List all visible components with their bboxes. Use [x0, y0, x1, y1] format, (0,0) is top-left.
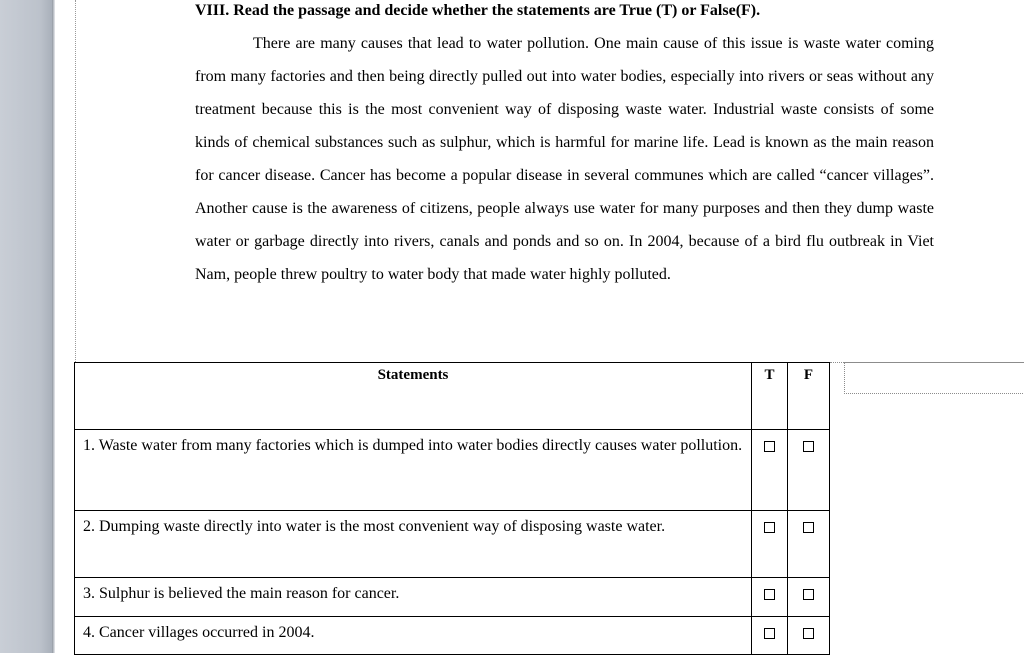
statement-text: 1. Waste water from many factories which is dumped into water bodies directly causes water pollution.	[75, 430, 752, 511]
true-cell	[752, 430, 788, 511]
statement-text: 2. Dumping waste directly into water is the most convenient way of disposing waste water.	[75, 511, 752, 578]
gutter-shadow	[52, 0, 55, 653]
reading-passage	[195, 27, 934, 291]
true-cell	[752, 617, 788, 655]
false-checkbox[interactable]	[803, 522, 814, 533]
page-text-boundary	[75, 0, 76, 362]
left-margin-gutter	[0, 0, 52, 653]
statements-header: Statements	[75, 363, 752, 430]
text-frame	[844, 362, 1024, 394]
exercise-heading: VIII. Read the passage and decide whether the statements are True (T) or False(F).	[195, 2, 761, 19]
true-checkbox[interactable]	[764, 522, 775, 533]
table-row	[75, 511, 830, 578]
table-row	[75, 617, 830, 655]
true-false-table	[74, 362, 830, 655]
false-header: F	[788, 363, 830, 430]
false-checkbox[interactable]	[803, 441, 814, 452]
false-checkbox[interactable]	[803, 589, 814, 600]
table-row	[75, 578, 830, 617]
passage-text: There are many causes that lead to water pollution. One main cause of this issue is waste water coming from many factories and then being directly pulled out into water bodies, especially into rivers or seas without any treatment because this is the most convenient way of disposing waste water. Industrial waste consists of some kinds of chemical substances such as sulphur, which is harmful for marine life. Lead is known as the main reason for cancer disease. Cancer has become a popular disease in several communes which are called “cancer villages”. Another cause is the awareness of citizens, people always use water for many purposes and then they dump waste water or garbage directly into rivers, canals and ponds and so on. In 2004, because of a bird flu outbreak in Viet Nam, people threw poultry to water body that made water highly polluted.	[195, 35, 934, 283]
statement-text: 3. Sulphur is believed the main reason for cancer.	[75, 578, 752, 617]
false-cell	[788, 511, 830, 578]
table-header-row	[75, 363, 830, 430]
false-cell	[788, 430, 830, 511]
true-cell	[752, 578, 788, 617]
statement-text: 4. Cancer villages occurred in 2004.	[75, 617, 752, 655]
false-cell	[788, 578, 830, 617]
true-checkbox[interactable]	[764, 441, 775, 452]
true-checkbox[interactable]	[764, 589, 775, 600]
false-checkbox[interactable]	[803, 628, 814, 639]
true-checkbox[interactable]	[764, 628, 775, 639]
true-cell	[752, 511, 788, 578]
true-header: T	[752, 363, 788, 430]
table-row	[75, 430, 830, 511]
false-cell	[788, 617, 830, 655]
